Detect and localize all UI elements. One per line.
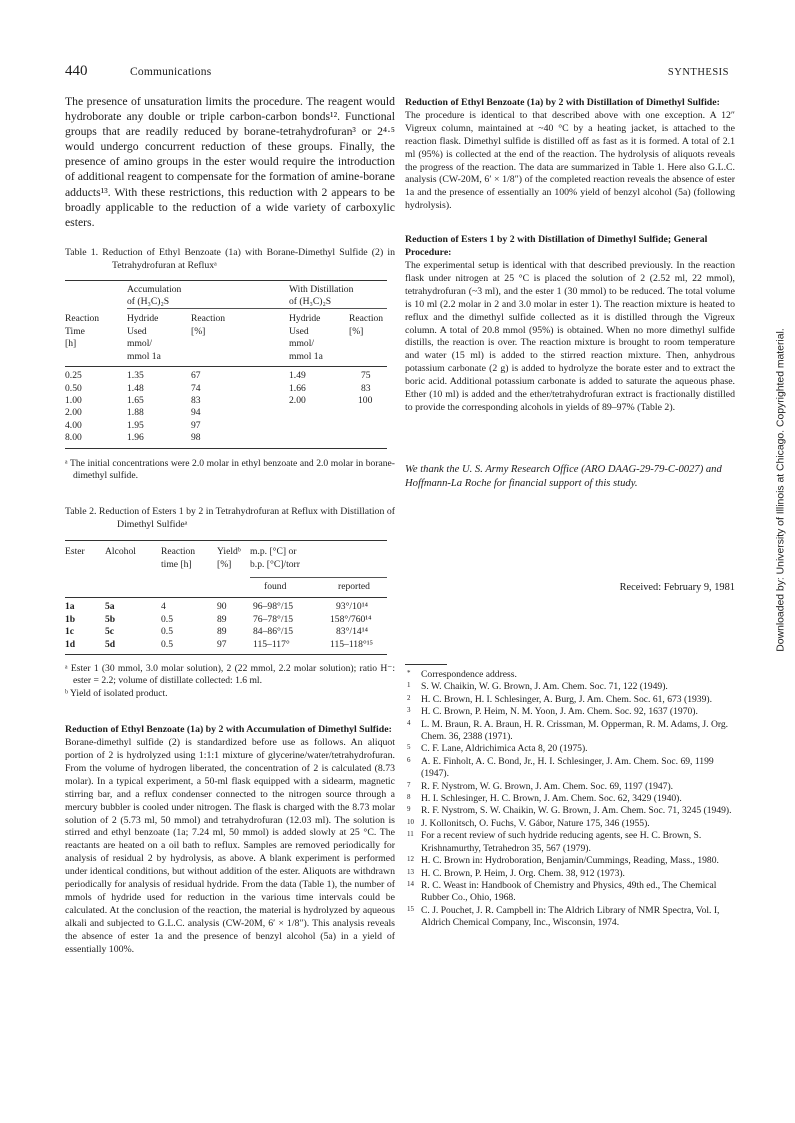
section-title: Communications	[130, 66, 212, 78]
table-2-sub-reported: reported	[338, 580, 370, 592]
table-1-col-hydride: Hydride Used mmol/ mmol 1a	[127, 313, 161, 362]
list-item: 3 H. C. Brown, P. Heim, N. M. Yoon, J. Am. Chem. Soc. 92, 1637 (1970).	[407, 706, 698, 718]
section-heading: Reduction of Esters 1 by 2 with Distillation of Dimethyl Sulfide; General Procedure:	[405, 234, 708, 259]
table-1-col-hydride2: Hydride Used mmol/ mmol 1a	[289, 313, 323, 362]
table-row: 2.00 1.88 94	[65, 407, 201, 419]
table-2-col-mp: m.p. [°C] or b.p. [°C]/torr	[250, 546, 300, 570]
download-watermark-text: Downloaded by: University of Illinois at Chicago. Copyrighted material.	[775, 328, 787, 652]
table-1-col-time: Reaction Time [h]	[65, 313, 100, 350]
table-row: 1c 5c 0.5 89 84–86°/15 83°/14¹⁴	[65, 626, 368, 638]
table-2-col-alcohol: Alcohol	[105, 546, 136, 558]
list-item: 12 H. C. Brown in: Hydroboration, Benjamin/Cummings, Reading, Mass., 1980.	[407, 855, 719, 867]
list-item: 1 S. W. Chaikin, W. G. Brown, J. Am. Chem. Soc. 71, 122 (1949).	[407, 681, 668, 693]
page-number: 440	[65, 63, 88, 79]
table-1-col-reaction: Reaction [%]	[191, 313, 226, 337]
table-row: 1.00 1.65 83 2.00 100	[65, 394, 373, 406]
list-item: 7 R. F. Nystrom, W. G. Brown, J. Am. Chem. Soc. 69, 1197 (1947).	[407, 780, 674, 792]
section-body: The experimental setup is identical with that described previously. In the reaction flask under nitrogen at 25 °C is placed the solution of 2 (2.52 ml, 22 mmol), tetrahydrofuran (~3 ml), and the ester 1 (30 mmol) to be reduced. The total volume is 10 ml (2.2 molar in 2 and 3.0 molar in ester 1). The reaction mixture is heated to reflux and the dimethyl sulfide collected as it is distilled through the Vigreux column. A total of 20.8 mmol (95%) is obtained. When no more dimethyl sulfide distills, the reaction is over. The reaction mixture is brought to room temperature and water (15 ml) is added to the stirred reaction mixture. Then, anhydrous potassium carbonate (2 g) is added to hydrolyze the borate ester and to extract the boric acid. Additional potassium carbonate is added to saturate the aqueous phase. Ether (10 ml) is added and the ether/tetrahydrofuran extract is fractionally distilled to provide the corresponding alcohols in yields of 89–97% (Table 2).	[405, 259, 735, 413]
table-2-col-time: Reaction time [h]	[161, 546, 196, 570]
list-item: 8 H. I. Schlesinger, H. C. Brown, J. Am. Chem. Soc. 62, 3429 (1940).	[407, 793, 682, 805]
list-item: 5 C. F. Lane, Aldrichimica Acta 8, 20 (1975).	[407, 743, 588, 755]
section-accumulation	[65, 724, 395, 956]
table-2-col-yield: Yieldᵇ [%]	[217, 546, 241, 570]
table-row: 1d 5d 0.5 97 115–117° 115–118°¹⁵	[65, 638, 373, 650]
list-item: 13 H. C. Brown, P. Heim, J. Org. Chem. 38, 912 (1973).	[407, 867, 625, 879]
table-2-grid	[65, 540, 387, 660]
table-2	[65, 506, 395, 700]
list-item: 14 R. C. Weast in: Handbook of Chemistry and Physics, 49th ed., The Chemical Rubber Co., Ohio, 1968.	[407, 879, 717, 904]
list-item: 9 R. F. Nystrom, S. W. Chaikin, W. G. Brown, J. Am. Chem. Soc. 71, 3245 (1949).	[407, 805, 732, 817]
acknowledgement: We thank the U. S. Army Research Office (ARO DAAG-29-79-C-0027) and Hoffmann-La Roche for financial support of this study.	[405, 463, 722, 489]
table-row: 8.00 1.96 98	[65, 432, 201, 444]
list-item: 2 H. C. Brown, H. I. Schlesinger, A. Burg, J. Am. Chem. Soc. 61, 673 (1939).	[407, 693, 712, 705]
table-row: 0.25 1.35 67 1.49 75	[65, 370, 371, 382]
table-row: 1a 5a 4 90 96–98°/15 93°/10¹⁴	[65, 601, 368, 613]
references-list	[405, 669, 737, 930]
left-column	[65, 94, 395, 957]
table-1-caption: Table 1. Reduction of Ethyl Benzoate (1a) with Borane-Dimethyl Sulfide (2) in Tetrahydrofuran at Refluxᵃ	[65, 246, 395, 271]
table-1-group-distillation: With Distillation of (H₃C)₂S	[285, 284, 387, 309]
list-item: * Correspondence address.	[407, 669, 517, 680]
list-item: 4 L. M. Braun, R. A. Braun, H. R. Crissman, M. Opperman, R. M. Adams, J. Org. Chem. 36, 2388 (1971).	[407, 718, 729, 743]
table-row: 4.00 1.95 97	[65, 419, 201, 431]
section-heading: Reduction of Ethyl Benzoate (1a) by 2 with Accumulation of Dimethyl Sulfide:	[65, 724, 392, 736]
table-2-caption: Table 2. Reduction of Esters 1 by 2 in Tetrahydrofuran at Reflux with Distillation of Dimethyl Sulfideᵃ	[65, 506, 395, 531]
table-2-sub-found: found	[264, 580, 287, 592]
table-1-group-accumulation: Accumulation of (H₃C)₂S	[127, 284, 285, 309]
table-2-footnote-b: ᵇ Yield of isolated product.	[65, 687, 168, 699]
list-item: 15 C. J. Pouchet, J. R. Campbell in: The Aldrich Library of NMR Spectra, Vol. I, Aldrich Chemical Company, Inc., Wisconsin, 1974.	[407, 904, 720, 929]
right-column	[405, 97, 735, 491]
table-row: 1b 5b 0.5 89 76–78°/15 158°/760¹⁴	[65, 613, 372, 625]
journal-name: SYNTHESIS	[667, 67, 729, 78]
table-1-footnote: ᵃ The initial concentrations were 2.0 molar in ethyl benzoate and 2.0 molar in borane-dimethyl sulfide.	[65, 457, 395, 481]
table-2-footnote-a: ᵃ Ester 1 (30 mmol, 3.0 molar solution), 2 (22 mmol, 2.2 molar solution); ratio H⁻: ester = 2.2; volume of distillate collected: 1.6 ml.	[65, 663, 395, 687]
section-body: Borane-dimethyl sulfide (2) is standardized before use as follows. An aliquot portion of 2 is hydrolyzed using 1:1:1 mixture of glycerine/water/tetrahydrofuran. From the volume of hydrogen liberated, the concentration of 2 is calculated (8.73 molar). In a typical experiment, a 50-ml flask equipped with a sidearm, magnetic stirring bar, and a reflux condenser connected to the nitrogen source through a mercury bubbler is cooled under nitrogen. The flask is charged with the 8.73 molar solution of 2 (5.73 ml, 50 mmol) and tetrahydrofuran (12.03 ml). The solution is stirred and ethyl benzoate (1a; 7.24 ml, 50 mmol) is added slowly at 25 °C. The reactants are heated on a oil bath to reflux. Samples are removed periodically for analysis of residual 2 by hydrolysis, as above. A blank experiment is performed under identical conditions, but without addition of the ester. Aliquots are withdrawn periodically for analysis of residual hydride. From the data (Table 1), the number of mmols of hydride used for reduction in the various time intervals could be calculated. At the conclusion of the reaction, the material is hydrolyzed by aqueous alkali and subjected to G.L.C. analysis (CW-20M, 6′ × 1/8″). This analysis reveals the absence of ester 1a and the presence of benzyl alcohol (5a) in a yield of essentially 100%.	[65, 737, 395, 955]
list-item: 10 J. Kollonitsch, O. Fuchs, V. Gábor, Nature 175, 346 (1955).	[407, 817, 650, 829]
table-2-col-ester: Ester	[65, 546, 85, 558]
section-general-procedure	[405, 234, 735, 415]
received-date: Received: February 9, 1981	[619, 582, 735, 593]
list-item: 11 For a recent review of such hydride reducing agents, see H. C. Brown, S. Krishnamurthy, Tetrahedron 35, 567 (1979).	[407, 830, 702, 854]
references-divider	[405, 664, 447, 665]
download-watermark	[774, 230, 788, 750]
list-item: 6 A. E. Finholt, A. C. Bond, Jr., H. I. Schlesinger, J. Am. Chem. Soc. 69, 1199 (1947).	[407, 755, 714, 780]
table-1-col-reaction2: Reaction [%]	[349, 313, 384, 337]
table-row: 0.50 1.48 74 1.66 83	[65, 382, 371, 394]
intro-paragraph: The presence of unsaturation limits the procedure. The reagent would hydroborate any double or triple carbon-carbon bonds¹². Functional groups that are readily reduced by borane-tetrahydrofuran³ or 2⁴·⁵ would undergo concurrent reduction of these groups. Finally, the presence of amino groups in the ester would require the introduction of additional reagent to compensate for the formation of amine-borane adducts¹³. With these restrictions, this reduction with 2 appears to be broadly applicable to the reduction of a wide variety of carboxylic esters.	[65, 95, 395, 229]
table-1	[65, 247, 395, 483]
table-1-grid	[65, 280, 387, 454]
section-heading: Reduction of Ethyl Benzoate (1a) by 2 with Distillation of Dimethyl Sulfide:	[405, 97, 720, 108]
section-body: The procedure is identical to that described above with one exception. A 12″ Vigreux column, maintained at ~40 °C by a heating jacket, is attached to the reaction flask. Dimethyl sulfide is distilled off as fast as it is formed. A total of 2.1 ml (95%) is collected at the end of the reaction. The hydrolysis of aliquots reveals the progress of the reaction. The data are summarized in Table 1. Here also G.L.C. analysis (CW-20M, 6′ × 1/8″) of the completed reaction reveals the absence of ester 1a and the presence of essentially an 100% yield of benzyl alcohol (5a) (following hydrolysis).	[405, 109, 735, 212]
